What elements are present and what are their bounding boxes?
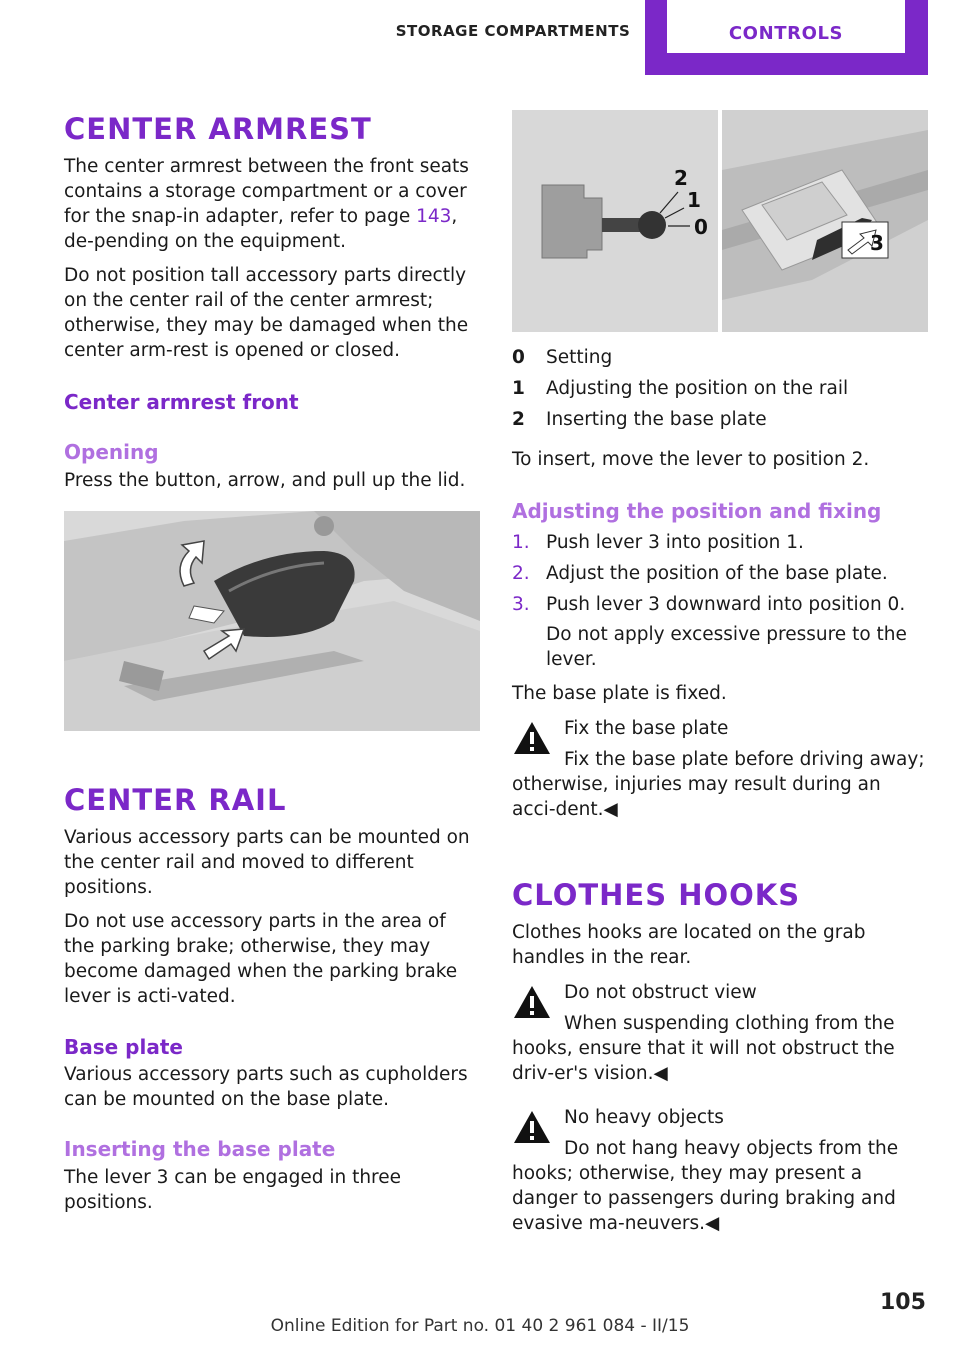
warning-body-first: When suspending clothing from the [564,1013,895,1034]
warning-icon [512,720,552,756]
warning-heavy-objects [512,1105,928,1236]
base-plate-text: Various accessory parts such as cupholders can be mounted on the base plate. [64,1064,468,1110]
warning-title: Fix the base plate [564,718,729,739]
steps-list [512,527,928,672]
left-column [64,110,480,1215]
warning-icon [512,984,552,1020]
legend-item: 1 Adjusting the position on the rail [512,378,849,399]
legend-item: 2 Inserting the base plate [512,409,767,430]
page-number: 105 [880,1290,926,1315]
warning-fix-base-plate [512,716,928,822]
warning-body-first: Do not hang heavy objects from the [564,1138,899,1159]
list-item: 1. Push lever 3 into position 1. [512,532,804,553]
opening-text: Press the button, arrow, and pull up the lid. [64,470,466,491]
step3-note: Do not apply excessive pressure to the lever. [546,624,907,670]
rail-paragraph-1: Various accessory parts can be mounted on the center rail and moved to different positions. [64,827,470,898]
warning-obstruct-view [512,980,928,1086]
clothes-hooks-heading: CLOTHES HOOKS [512,878,801,912]
center-armrest-front-heading: Center armrest front [64,390,299,414]
page-link[interactable]: 143 [416,206,452,227]
right-column [512,110,928,1236]
chapter-tab[interactable] [645,0,928,75]
chapter-tab-label: CONTROLS [728,23,844,44]
adjusting-heading: Adjusting the position and fixing [512,499,882,523]
figure-legend [512,342,928,435]
armrest-photo [64,511,480,731]
center-armrest-heading: CENTER ARMREST [64,112,372,146]
fixed-text: The base plate is fixed. [512,683,727,704]
armrest-paragraph-1: The center armrest between the front seats contains a storage compartment or a cover for the snap-in adapter, refer to page 143, de‐pending on the equipment. [64,156,469,252]
warning-title: Do not obstruct view [564,982,757,1003]
warning-body: otherwise, injuries may result during an acci‐dent.◀ [512,774,881,820]
footer-edition: Online Edition for Part no. 01 40 2 961 084 - II/15 [270,1316,690,1336]
armrest-paragraph-2: Do not position tall accessory parts directly on the center rail of the center armrest; otherwise, they may be damaged when the center arm‐rest is opened or closed. [64,265,469,361]
hooks-text: Clothes hooks are located on the grab handles in the rear. [512,922,866,968]
section-title: STORAGE COMPARTMENTS [395,22,631,40]
lever-label-3: 3 [870,231,884,255]
lever-label-2: 2 [674,166,688,190]
warning-icon [512,1109,552,1145]
warning-body: hooks; otherwise, they may present a danger to passengers during braking and evasive ma‐neuvers.◀ [512,1163,896,1234]
base-plate-heading: Base plate [64,1035,183,1059]
warning-body: hooks, ensure that it will not obstruct the driv‐er's vision.◀ [512,1038,895,1084]
inserting-text: The lever 3 can be engaged in three positions. [64,1167,402,1213]
warning-body-first: Fix the base plate before driving away; [564,749,925,770]
center-rail-heading: CENTER RAIL [64,783,287,817]
list-item: 3. Push lever 3 downward into position 0. [512,594,906,615]
inserting-base-plate-heading: Inserting the base plate [64,1137,336,1161]
insert-instruction: To insert, move the lever to position 2. [512,449,870,470]
list-item: 2. Adjust the position of the base plate. [512,563,888,584]
lever-label-0: 0 [694,215,708,239]
lever-label-1: 1 [687,188,701,212]
lever-figure [512,110,928,332]
rail-paragraph-2: Do not use accessory parts in the area of the parking brake; otherwise, they may become damaged when the parking brake lever is acti‐vated. [64,911,458,1007]
warning-title: No heavy objects [564,1107,724,1128]
opening-heading: Opening [64,440,159,464]
legend-item: 0 Setting [512,347,613,368]
